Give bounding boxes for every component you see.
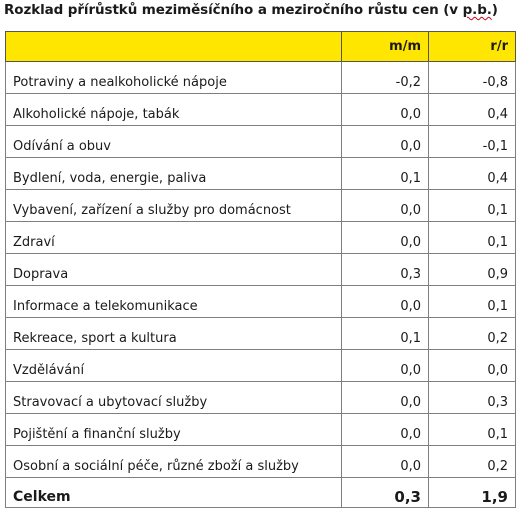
row-rr-value: 0,3 — [429, 382, 516, 414]
row-label: Rekreace, sport a kultura — [6, 318, 342, 350]
total-rr-value: 1,9 — [429, 478, 516, 508]
row-label: Stravovací a ubytovací služby — [6, 382, 342, 414]
table-row — [6, 126, 516, 158]
total-mm-value: 0,3 — [342, 478, 429, 508]
row-rr-value: 0,9 — [429, 254, 516, 286]
row-rr-value: 0,1 — [429, 286, 516, 318]
table-row — [6, 62, 516, 94]
row-mm-value: 0,0 — [342, 446, 429, 478]
row-rr-value: -0,1 — [429, 126, 516, 158]
row-label: Alkoholické nápoje, tabák — [6, 94, 342, 126]
header-row — [6, 32, 516, 62]
row-label: Doprava — [6, 254, 342, 286]
table-row — [6, 350, 516, 382]
title-unit: p.b. — [462, 2, 492, 18]
row-mm-value: 0,0 — [342, 190, 429, 222]
title-text: Rozklad přírůstků meziměsíčního a meziročního růstu cen (v — [4, 2, 463, 18]
table-row — [6, 382, 516, 414]
row-mm-value: 0,3 — [342, 254, 429, 286]
row-mm-value: 0,1 — [342, 318, 429, 350]
row-mm-value: -0,2 — [342, 62, 429, 94]
table-row — [6, 446, 516, 478]
row-mm-value: 0,0 — [342, 414, 429, 446]
total-row — [6, 478, 516, 508]
row-mm-value: 0,0 — [342, 382, 429, 414]
row-label: Osobní a sociální péče, různé zboží a služby — [6, 446, 342, 478]
row-label: Vzdělávání — [6, 350, 342, 382]
header-mm: m/m — [342, 32, 429, 62]
row-rr-value: 0,1 — [429, 222, 516, 254]
row-label: Vybavení, zařízení a služby pro domácnost — [6, 190, 342, 222]
row-label: Informace a telekomunikace — [6, 286, 342, 318]
header-rr: r/r — [429, 32, 516, 62]
row-rr-value: -0,8 — [429, 62, 516, 94]
row-rr-value: 0,0 — [429, 350, 516, 382]
row-rr-value: 0,2 — [429, 446, 516, 478]
table-row — [6, 158, 516, 190]
table-row — [6, 94, 516, 126]
total-label: Celkem — [6, 478, 342, 508]
table-row — [6, 414, 516, 446]
table-title — [4, 2, 498, 18]
row-label: Bydlení, voda, energie, paliva — [6, 158, 342, 190]
row-label: Zdraví — [6, 222, 342, 254]
row-rr-value: 0,1 — [429, 414, 516, 446]
title-close-paren: ) — [491, 2, 498, 18]
row-mm-value: 0,0 — [342, 222, 429, 254]
row-label: Odívání a obuv — [6, 126, 342, 158]
table-row — [6, 318, 516, 350]
table-row — [6, 190, 516, 222]
row-label: Potraviny a nealkoholické nápoje — [6, 62, 342, 94]
row-mm-value: 0,0 — [342, 94, 429, 126]
row-mm-value: 0,1 — [342, 158, 429, 190]
table-row — [6, 222, 516, 254]
price-growth-table — [5, 31, 516, 508]
row-rr-value: 0,1 — [429, 190, 516, 222]
row-mm-value: 0,0 — [342, 286, 429, 318]
table-row — [6, 286, 516, 318]
row-rr-value: 0,2 — [429, 318, 516, 350]
row-mm-value: 0,0 — [342, 126, 429, 158]
row-rr-value: 0,4 — [429, 94, 516, 126]
table-row — [6, 254, 516, 286]
header-label-cell — [6, 32, 342, 62]
row-rr-value: 0,4 — [429, 158, 516, 190]
row-mm-value: 0,0 — [342, 350, 429, 382]
row-label: Pojištění a finanční služby — [6, 414, 342, 446]
